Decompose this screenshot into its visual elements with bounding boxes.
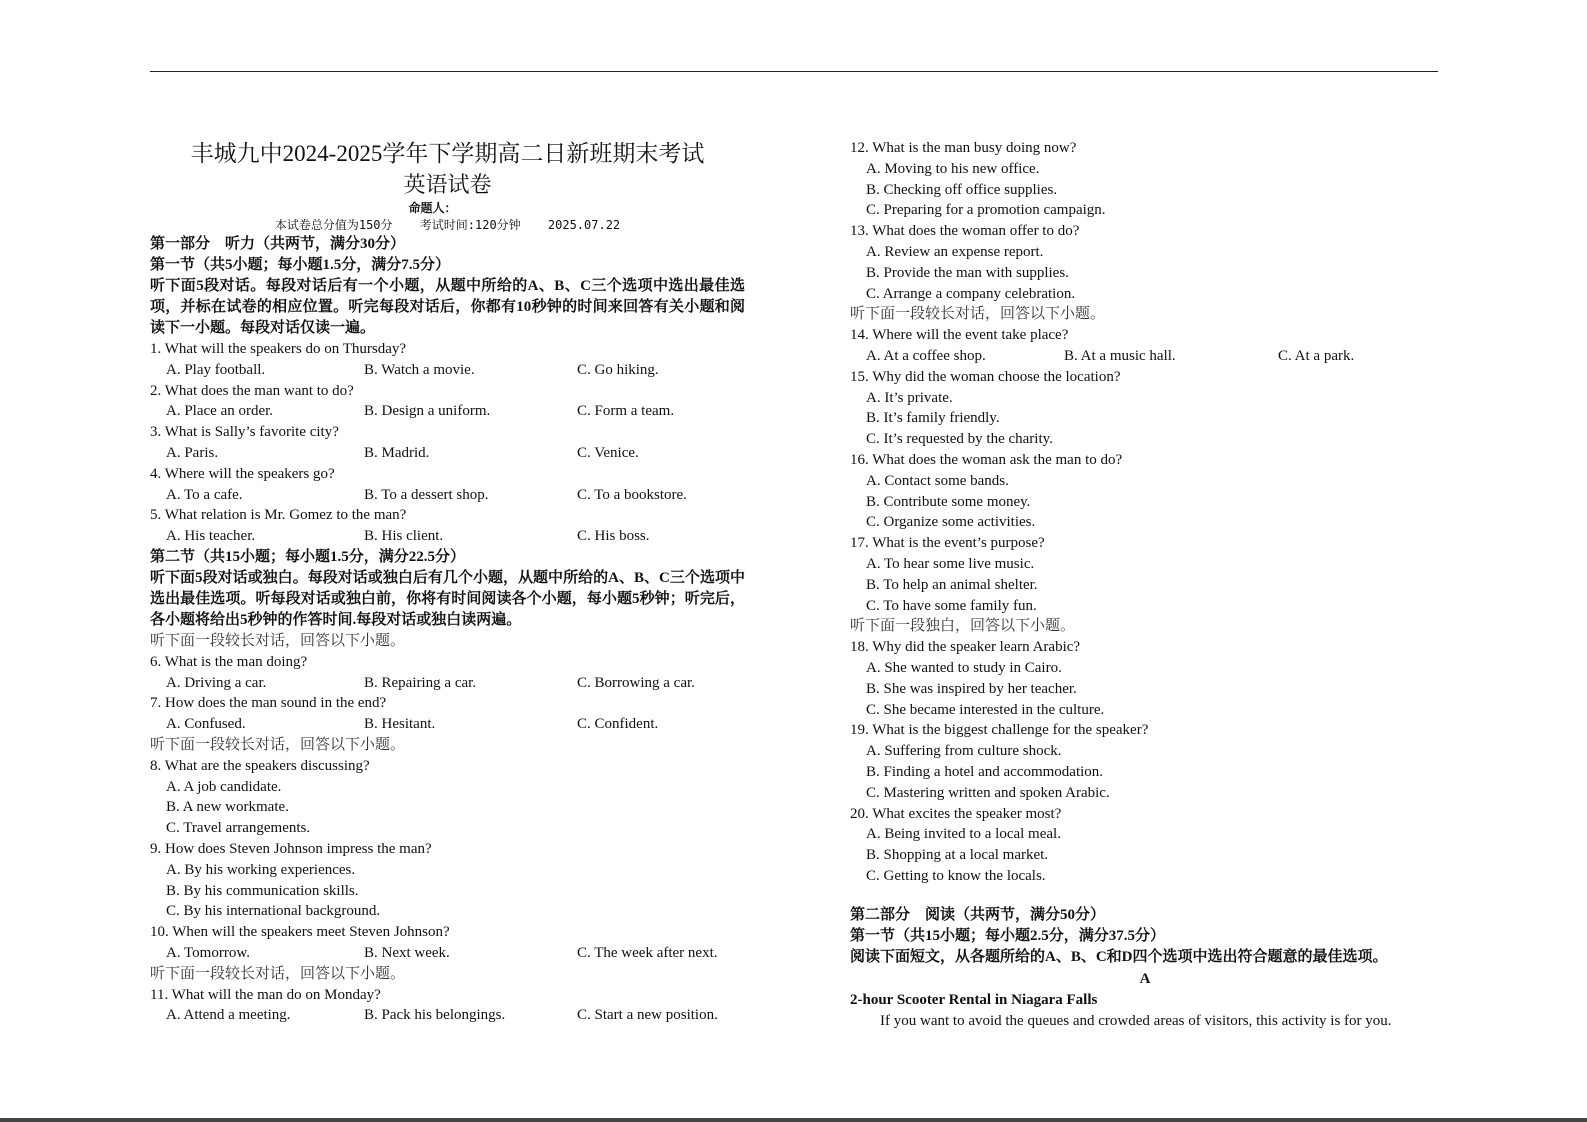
option-a[interactable]: A. By his working experiences.	[166, 861, 356, 878]
part1-section1-instructions: 听下面5段对话。每段对话后有一个小题，从题中所给的A、B、C三个选项中选出最佳选项，并标在试卷的相应位置。听完每段对话后，你都有10秒钟的时间来回答有关小题和阅读下一小题。每段对话仅读一遍。	[150, 278, 745, 336]
options-10	[150, 943, 745, 964]
options-4	[150, 485, 745, 506]
options-1	[150, 360, 745, 381]
option-a[interactable]: A. Being invited to a local meal.	[866, 826, 1061, 843]
part2-section1-heading: 第一节（共15小题；每小题2.5分，满分37.5分）	[850, 927, 1166, 944]
option-a[interactable]: A. To a cafe.	[166, 486, 243, 503]
question-12: 12. What is the man busy doing now?	[850, 140, 1077, 156]
question-15: 15. Why did the woman choose the location?	[850, 368, 1121, 385]
question-16: 16. What does the woman ask the man to do?	[850, 451, 1123, 468]
listening-cue: 听下面一段独白，回答以下小题。	[850, 618, 1076, 635]
part1-heading: 第一部分 听力（共两节，满分30分）	[150, 236, 406, 252]
option-a[interactable]: A. Contact some bands.	[866, 472, 1009, 489]
option-a[interactable]: A. To hear some live music.	[866, 555, 1035, 572]
option-b[interactable]: B. Next week.	[364, 944, 450, 961]
part2-section1-instructions: 阅读下面短文，从各题所给的A、B、C和D四个选项中选出符合题意的最佳选项。	[850, 948, 1388, 965]
option-a[interactable]: A. At a coffee shop.	[866, 347, 986, 364]
spacer	[850, 887, 1440, 905]
question-17: 17. What is the event’s purpose?	[850, 535, 1045, 552]
question-19: 19. What is the biggest challenge for the speaker?	[850, 722, 1149, 739]
listening-cue: 听下面一段较长对话，回答以下小题。	[150, 965, 406, 982]
part1-section2-instructions: 听下面5段对话或独白。每段对话或独白后有几个小题，从题中所给的A、B、C三个选项中选出最佳选项。听每段对话或独白前，你将有时间阅读各个小题，每小题5秒钟；听完后，各小题将给出5秒钟的作答时间.每段对话或独白读两遍。	[150, 569, 745, 628]
option-a[interactable]: A. A job candidate.	[166, 778, 282, 795]
option-c[interactable]: C. To a bookstore.	[577, 486, 687, 503]
exam-time: 考试时间:120分钟	[419, 218, 521, 232]
exam-meta	[150, 216, 745, 234]
exam-date: 2025.07.22	[547, 218, 621, 232]
question-13: 13. What does the woman offer to do?	[850, 223, 1080, 240]
part2-heading: 第二部分 阅读（共两节，满分50分）	[850, 906, 1106, 923]
option-c[interactable]: C. She became interested in the culture.	[866, 701, 1105, 718]
option-b[interactable]: B. Shopping at a local market.	[866, 847, 1049, 864]
option-a[interactable]: A. Paris.	[166, 444, 219, 461]
option-c[interactable]: C. Mastering written and spoken Arabic.	[866, 784, 1110, 801]
option-a[interactable]: A. It’s private.	[866, 389, 953, 406]
option-c[interactable]: C. Travel arrangements.	[166, 820, 311, 837]
option-c[interactable]: C. Start a new position.	[577, 1007, 718, 1024]
option-a[interactable]: A. Tomorrow.	[166, 944, 250, 961]
question-20: 20. What excites the speaker most?	[850, 805, 1062, 822]
option-a[interactable]: A. Driving a car.	[166, 674, 267, 691]
listening-cue: 听下面一段较长对话，回答以下小题。	[150, 632, 406, 649]
option-c[interactable]: C. The week after next.	[577, 944, 718, 961]
option-c[interactable]: C. Borrowing a car.	[577, 674, 695, 691]
passage-title: 2-hour Scooter Rental in Niagara Falls	[850, 991, 1098, 1008]
question-14: 14. Where will the event take place?	[850, 327, 1069, 344]
option-a[interactable]: A. His teacher.	[166, 528, 256, 545]
option-c[interactable]: C. At a park.	[1278, 347, 1355, 364]
option-b[interactable]: B. Finding a hotel and accommodation.	[866, 763, 1104, 780]
option-a[interactable]: A. Moving to his new office.	[866, 160, 1040, 177]
setter-label: 命题人：	[408, 201, 457, 215]
option-b[interactable]: B. Repairing a car.	[364, 674, 477, 691]
option-c[interactable]: C. Preparing for a promotion campaign.	[866, 202, 1106, 219]
option-c[interactable]: C. To have some family fun.	[866, 597, 1037, 614]
total-score: 本试卷总分值为150分	[274, 218, 393, 232]
option-b[interactable]: B. Hesitant.	[364, 716, 436, 733]
options-6	[150, 673, 745, 694]
option-c[interactable]: C. Form a team.	[577, 403, 675, 420]
option-a[interactable]: A. Place an order.	[166, 403, 274, 420]
exam-subtitle: 英语试卷	[403, 172, 492, 197]
option-a[interactable]: A. Confused.	[166, 716, 246, 733]
option-c[interactable]: C. Arrange a company celebration.	[866, 285, 1076, 302]
options-2	[150, 401, 745, 422]
question-8: 8. What are the speakers discussing?	[150, 757, 370, 774]
page-bottom-edge	[0, 1118, 1587, 1122]
option-b[interactable]: B. At a music hall.	[1064, 347, 1176, 364]
option-b[interactable]: B. His client.	[364, 528, 444, 545]
option-a[interactable]: A. Suffering from culture shock.	[866, 743, 1062, 760]
question-1: 1. What will the speakers do on Thursday?	[150, 341, 407, 357]
options-3	[150, 443, 745, 464]
question-3: 3. What is Sally’s favorite city?	[150, 424, 339, 441]
options-11	[150, 1005, 745, 1026]
option-b[interactable]: B. Madrid.	[364, 444, 430, 461]
option-b[interactable]: B. Provide the man with supplies.	[866, 264, 1069, 281]
question-9: 9. How does Steven Johnson impress the man?	[150, 840, 432, 857]
option-b[interactable]: B. Checking off office supplies.	[866, 181, 1058, 198]
exam-title: 丰城九中2024-2025学年下学期高二日新班期末考试	[190, 141, 705, 166]
part1-section1-heading: 第一节（共5小题；每小题1.5分，满分7.5分）	[150, 257, 451, 273]
option-b[interactable]: B. By his communication skills.	[166, 882, 359, 899]
part1-section2-heading: 第二节（共15小题；每小题1.5分，满分22.5分）	[150, 548, 466, 565]
option-b[interactable]: B. She was inspired by her teacher.	[866, 680, 1077, 697]
option-b[interactable]: B. To a dessert shop.	[364, 486, 489, 503]
option-a[interactable]: A. Review an expense report.	[866, 243, 1044, 260]
option-c[interactable]: C. Venice.	[577, 444, 639, 461]
options-14	[850, 346, 1440, 367]
options-5	[150, 526, 745, 547]
option-c[interactable]: C. Go hiking.	[577, 361, 659, 378]
option-a[interactable]: A. Attend a meeting.	[166, 1007, 291, 1024]
listening-cue: 听下面一段较长对话，回答以下小题。	[150, 736, 406, 753]
option-c[interactable]: C. Organize some activities.	[866, 514, 1036, 531]
option-c[interactable]: C. Confident.	[577, 716, 659, 733]
left-column	[150, 138, 745, 1026]
option-c[interactable]: C. It’s requested by the charity.	[866, 431, 1053, 448]
header-rule	[150, 71, 1438, 72]
question-2: 2. What does the man want to do?	[150, 382, 354, 399]
question-7: 7. How does the man sound in the end?	[150, 695, 387, 712]
option-b[interactable]: B. Contribute some money.	[866, 493, 1031, 510]
question-5: 5. What relation is Mr. Gomez to the man?	[150, 507, 407, 524]
passage-letter: A	[1139, 970, 1151, 987]
question-18: 18. Why did the speaker learn Arabic?	[850, 639, 1081, 656]
option-c[interactable]: C. Getting to know the locals.	[866, 867, 1046, 884]
option-b[interactable]: B. It’s family friendly.	[866, 410, 1000, 427]
option-b[interactable]: B. Pack his belongings.	[364, 1007, 506, 1024]
options-7	[150, 714, 745, 735]
option-b[interactable]: B. To help an animal shelter.	[866, 576, 1038, 593]
question-10: 10. When will the speakers meet Steven Johnson?	[150, 924, 450, 941]
passage-paragraph: If you want to avoid the queues and crowded areas of visitors, this activity is for you.	[880, 1012, 1392, 1029]
listening-cue: 听下面一段较长对话，回答以下小题。	[850, 306, 1106, 323]
option-b[interactable]: B. A new workmate.	[166, 799, 289, 816]
option-b[interactable]: B. Watch a movie.	[364, 361, 475, 378]
option-a[interactable]: A. Play football.	[166, 361, 266, 378]
option-c[interactable]: C. His boss.	[577, 528, 650, 545]
option-a[interactable]: A. She wanted to study in Cairo.	[866, 659, 1062, 676]
option-c[interactable]: C. By his international background.	[166, 903, 381, 920]
question-6: 6. What is the man doing?	[150, 653, 308, 670]
question-4: 4. Where will the speakers go?	[150, 465, 335, 482]
right-column	[850, 138, 1440, 1032]
option-b[interactable]: B. Design a uniform.	[364, 403, 491, 420]
question-11: 11. What will the man do on Monday?	[150, 986, 381, 1003]
